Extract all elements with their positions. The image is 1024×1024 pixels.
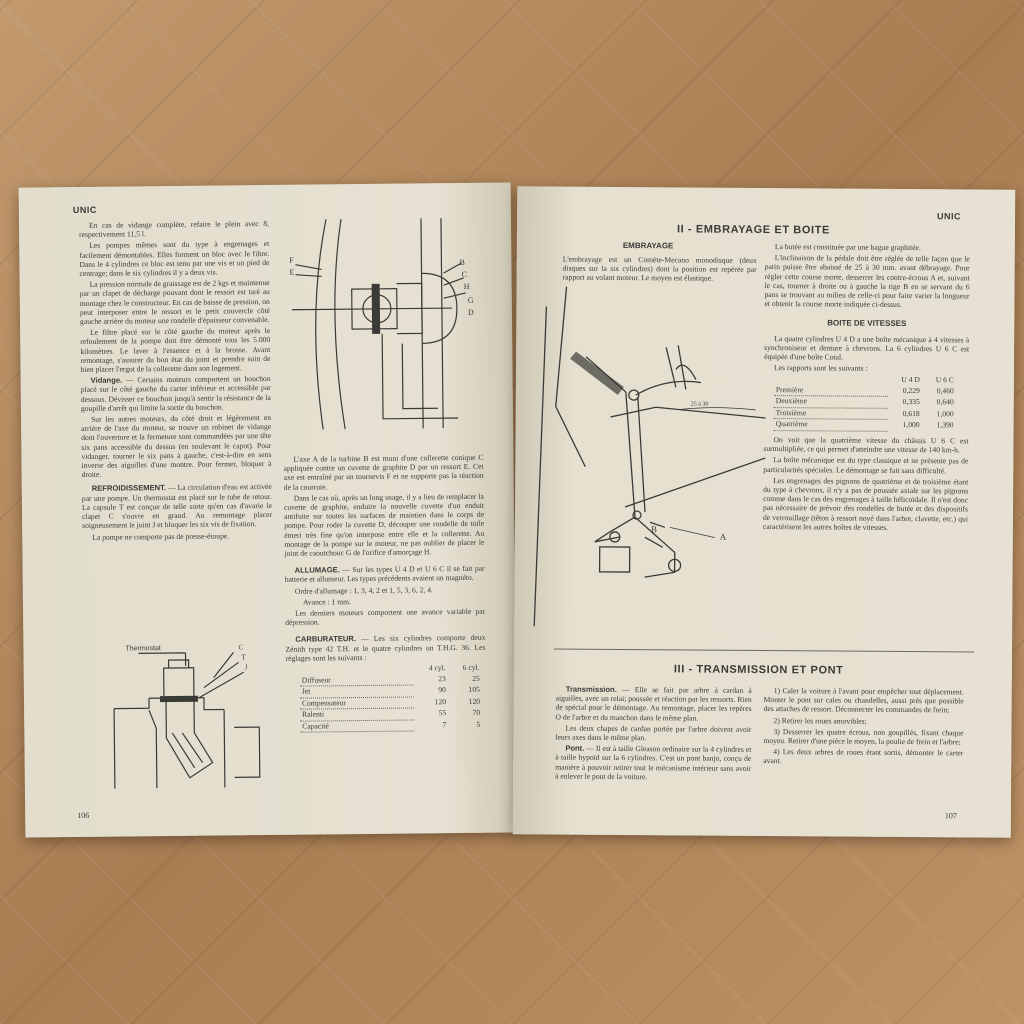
left-page-number: 106 <box>77 810 90 821</box>
clutch-pedal-diagram <box>524 286 766 628</box>
carburateur-paragraph <box>285 633 485 663</box>
left-col2-p3: Les derniers moteurs comportent une avance variable par dépression. <box>285 606 486 628</box>
section-divider <box>554 649 974 653</box>
right-col2-p2: L'inclinaison de la pédale doit être réglée de telle façon que le patin puisse être abaissé de 25 à 30 mm. avant débrayage. Pour régler cette course morte, desserrer les contre-écrous A et, suivant le cas, tourner à droite ou à gauche la tige B en se servant du 6 pans se trouvant au milieu de celle-ci pour faire varier la longueur et obtenir la course morte indiquée ci-dessus. <box>764 253 970 310</box>
right-col2-p6: La boîte mécanique est du type classique et ne présente pas de particularités spéciales. Le démontage se fait sans difficulté. <box>763 455 969 475</box>
carb-cell-6cyl: 105 <box>468 684 480 694</box>
right-col3-text <box>555 685 752 784</box>
carb-th-2: 6 cyl. <box>462 662 480 673</box>
step-2: 2) Retirer les roues amovibles; <box>773 715 867 726</box>
transmission-paragraph <box>556 685 752 723</box>
right-col2-p3: La quatre cylindres U 4 D a une boîte mécanique à 4 vitesses à synchroniseur et denture à chevrons. La 6 cylindres U 6 C est équipée d'une boîte Cotal. <box>764 333 970 362</box>
rapport-cell-label: Troisième <box>774 408 888 420</box>
fig-label-c2: C <box>461 269 467 279</box>
carburateur-lead: CARBURATEUR. <box>295 634 357 645</box>
table-row <box>774 408 956 421</box>
right-page-header: UNIC <box>937 211 962 222</box>
pont-lead: Pont. <box>565 743 585 753</box>
left-col1-p4: Le filtre placé sur le côté gauche du moteur après le refoulement de la pompe doit être démonté tous les 5.000 kilomètres. Le laver à l'essence et à la brosse. Avant remontage, s'assurer du bon état du joint et prendre soin de bien placer l'ergot de la collerette dans son logement. <box>80 326 271 375</box>
right-col2-text <box>763 242 970 534</box>
left-col2-text <box>283 453 486 733</box>
carb-cell-label: Jet <box>300 685 414 698</box>
rapport-cell-u4d: 0,335 <box>902 397 920 407</box>
fig-label-t: T <box>241 653 246 662</box>
rapport-cell-label: Deuxième <box>774 396 888 408</box>
rapport-cell-u4d: 0,229 <box>902 386 920 396</box>
step-3: 3) Desserrer les quatre écrous, non goupillés, fixant chaque moyeu. Retirer d'une pièce le moyen, la poulie de frein et l'arbre; <box>763 726 964 747</box>
section3-title: III - TRANSMISSION ET PONT <box>673 663 844 677</box>
left-page-header: UNIC <box>72 204 97 216</box>
carb-th-1: 4 cyl. <box>428 663 446 673</box>
right-col2-p5: On voit que la quatrième vitesse du châssis U 6 C est surmultipliée, ce qui permet d'atteindre une vitesse de 140 km-h. <box>763 435 969 455</box>
allumage-text: — Sur les types U 4 D et U 6 C il se fait par batterie et allumeur. Les types précédents avaient un magnéto. <box>284 563 485 585</box>
right-page <box>513 186 1016 837</box>
rapports-th-2: U 6 C <box>935 375 954 385</box>
embrayage-text: L'embrayage est un Comète-Mecano monodisque (deux disques sur la six cylindres) dont la position est repérée par rapport au volant moteur. Le moyen est élastique. <box>562 254 757 284</box>
carb-cell-label: Compensateur <box>300 697 414 710</box>
fig-label-e: E <box>289 267 295 277</box>
left-col2-p1: L'axe A de la turbine B est muni d'une collerette conique C appliquée contre un cuvette de graphite D par un ressort E. Cet axe est entraîné par un tournevis F et ne supporte pas la réaction de la courroie. <box>283 452 484 492</box>
fig-label-g: G <box>467 295 474 305</box>
section2-title: II - EMBRAYAGE ET BOITE <box>676 223 830 237</box>
fig-label-b: B <box>459 257 465 267</box>
carb-cell-6cyl: 25 <box>472 673 480 683</box>
right-col2-p1: La butée est constituée par une bague graphitée. <box>774 242 921 253</box>
left-col1-p6: La pompe ne comporte pas de presse-étoupe. <box>92 530 230 542</box>
rapport-cell-u6c: 1,000 <box>936 409 954 419</box>
table-row <box>774 385 956 397</box>
right-col2-p4: Les rapports sont les suivants : <box>773 363 868 373</box>
carb-cell-label: Diffuseur <box>300 674 414 686</box>
table-row <box>774 396 956 409</box>
fig-label-j: J <box>244 663 248 672</box>
vidange-text: — Certains moteurs comportent un bouchon placé sur le côté gauche du carter inférieur et accessible par dessous. Dévisser ce bouchon jusqu'à sentir la résistance de la goupille d'arrêt qui limite la sortie du bouchon. <box>80 374 271 413</box>
fig-label-h: H <box>463 281 470 291</box>
fig-label-c: C <box>238 643 244 652</box>
left-col1-p3: La pression normale de graissage est de 2 kgs et maintenue par un clapet de décharge pouvant dont le ressort est taré au montage chez le constructeur. En cas de baisse de pression, on peut interposer entre le ressort et le petit couvercle côté gauche arrière du moteur une rondelle d'épaisseur convenable. <box>79 278 270 326</box>
rapport-cell-u4d: 1,000 <box>902 420 920 430</box>
transmission-text: — Elle se fait par arbre à cardan à aiguilles, avec un relai; poussée et réaction par les ressorts. Rien de spécial pour le démontage. Au remontage, placer les repères O de l'arbre et du manchon dans le même plan. <box>555 684 752 723</box>
refroidissement-lead: REFROIDISSEMENT. <box>91 483 167 494</box>
carb-cell-4cyl: 90 <box>438 685 446 695</box>
rapport-cell-label: Première <box>774 385 888 397</box>
carb-cell-4cyl: 23 <box>438 673 446 684</box>
carb-cell-4cyl: 55 <box>438 708 447 718</box>
clutch-label-a: A <box>719 531 727 542</box>
step-1: 1) Caler la voiture à l'avant pour empêcher tout déplacement. Monter le pont sur cales ou chandelles, aussi près que possible des attaches de ressort. Déconnecter les commandes de frein; <box>763 686 964 715</box>
rapport-cell-u6c: 0,460 <box>936 386 954 396</box>
left-col1-p2: Les pompes mêmes sont du type à engrenages et facilement démontables. Elles forment un bloc avec le filtre. Dans le 4 cylindres ce bloc est tenu par une vis et un pied de centrage; dans le six cylindres il y a deux vis. <box>79 239 270 278</box>
left-col1-text <box>79 219 272 544</box>
vidange-lead: Vidange. <box>90 375 123 386</box>
carb-cell-label: Ralenti <box>300 708 414 721</box>
refroidissement-paragraph <box>82 482 272 530</box>
carb-cell-6cyl: 5 <box>476 719 481 729</box>
left-page <box>19 182 518 837</box>
allumage-lead: ALLUMAGE. <box>294 565 340 575</box>
right-col4-text <box>763 686 964 769</box>
rapports-th-0 <box>774 375 888 386</box>
carburateur-table <box>300 663 483 733</box>
right-page-number: 107 <box>944 811 957 821</box>
carb-cell-6cyl: 120 <box>468 696 481 706</box>
rapports-table <box>774 375 956 433</box>
rapport-cell-label: Quatrième <box>774 419 888 431</box>
boite-title: BOITE DE VITESSES <box>827 318 907 329</box>
avance: Avance : 1 mm. <box>302 596 351 607</box>
right-col2-p7: Les engrenages des pignons de quatrième et de troisième étant du type à chevrons, il n'y a pas de poussée axiale sur les pignons comme dans le cas des engrenages à taille hélicoïdale. Il n'est donc pas nécessaire de prévoir des rondelles de butée et des dispositifs de verrouillage (têton à ressort noyé dans l'arbre, clavette, etc.) qui caractérisent les autres boîtes de vitesses. <box>762 475 969 532</box>
transmission-lead: Transmission. <box>565 684 617 694</box>
left-col2-p2: Dans le cas où, après un long usage, il y a lieu de remplacer la cuvette de graphite, enduire la nouvelle cuvette d'un enduit antifuite sur toutes les surfaces de maintien dans le corps de pompe. Pour roder la cuvette D, découper une rondelle de toile émeri très fine qu'on interpose entre elle et la collerette. Au montage de la pompe sur le moteur, ne pas oublier de placer le joint de caoutchouc G de l'orifice d'amorçage H. <box>283 491 485 558</box>
pont-paragraph <box>555 744 751 782</box>
carburateur-text: — Les six cylindres comporte deux Zénith type 42 T.H. et le quatre cylindres un T.H.G. 36. Les réglages sont les suivants : <box>285 633 486 663</box>
rapport-cell-u4d: 0,618 <box>902 408 920 419</box>
vidange-paragraph <box>81 374 271 413</box>
carb-cell-label: Capacité <box>300 720 414 733</box>
rapport-cell-u6c: 1,390 <box>936 420 954 430</box>
ordre-allumage: Ordre d'allumage : 1, 3, 4, 2 et 1, 5, 3, 6, 2, 4. <box>294 584 433 596</box>
rapports-th-1: U 4 D <box>901 375 920 385</box>
water-pump-diagram <box>281 213 493 435</box>
table-row <box>774 419 956 432</box>
clutch-label-range: 25 à 30 <box>690 401 709 408</box>
carb-cell-4cyl: 120 <box>434 696 447 706</box>
table-row <box>300 719 482 732</box>
fig-label-f: F <box>289 255 294 265</box>
step-4: 4) Les deux arbres de roues étant sortis, démonter le carter avant. <box>763 747 964 766</box>
rapport-cell-u6c: 0,640 <box>936 397 954 407</box>
clutch-label-b: B <box>650 524 657 535</box>
thermostat-diagram <box>93 637 275 799</box>
left-col1-p5: Sur les autres moteurs, du côté droit et légèrement en arrière de l'axe du moteur, se trouve un robinet de vidange dont l'ouverture et la fermeture sont commandées par une tête six pans accessible du dessus (en soulevant le capot). Pour vidanger, tourner le six pans à gauche, c'est-à-dire en sens inverse des aiguilles d'une montre. Pour fermer, bloquer à droite. <box>81 413 272 480</box>
right-col3-p1: Les deux chapes de cardan portée par l'arbre doivent avoir leurs axes dans le même plan. <box>555 723 752 743</box>
pont-text: — Il est à taille Gleason ordinaire sur la 4 cylindres et à taille hypoïd sur la 6 cylindres. C'est un pont banjo, conçu de manière à pouvoir retirer tout le mécanisme intérieur sans avoir à enlever le pont de la voiture. <box>555 743 752 782</box>
fig-label-d: D <box>467 307 474 317</box>
embrayage-title: EMBRAYAGE <box>622 241 674 251</box>
left-col1-p1: En cas de vidange complète, refaire le plein avec 8, respectivement 11,5 l. <box>79 218 270 240</box>
thermostat-label: Thermostat <box>125 645 161 653</box>
refroidissement-text: — La circulation d'eau est activée par une pompe. Un thermostat est placé sur le tube de retour. La capsule T est conçue de telle sorte qu'en cas d'avarie le clapet C s'ouvre en grand. Au remontage placer soigneusement le joint J et bloquer les six vis de fixation. <box>81 482 273 531</box>
allumage-paragraph <box>285 564 485 584</box>
carb-cell-6cyl: 70 <box>472 707 481 717</box>
carb-cell-4cyl: 7 <box>442 719 447 729</box>
